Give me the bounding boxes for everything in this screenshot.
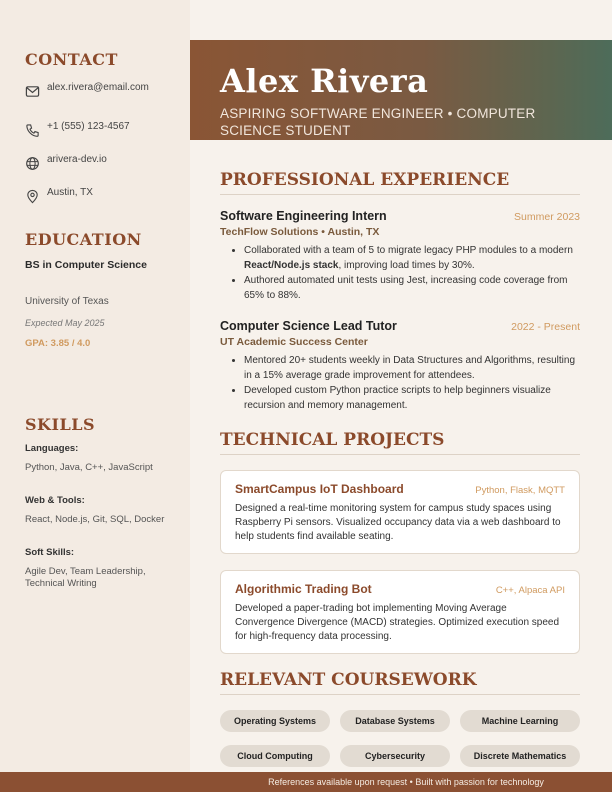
coursework-title: RELEVANT COURSEWORK	[220, 670, 580, 695]
course-chip: Discrete Mathematics	[460, 745, 580, 767]
phone-icon	[25, 123, 40, 138]
footer	[0, 772, 612, 792]
job-bullet: • Mentored 20+ students weekly in Data Structures and Algorithms, resulting in a 15% average grade improvement for attendees.	[244, 353, 580, 383]
job-date: 2022 - Present	[511, 321, 580, 333]
job-title: Computer Science Lead Tutor	[220, 319, 397, 333]
project-card	[220, 570, 580, 654]
skill-category-soft-skills: Soft Skills:	[25, 547, 75, 558]
project-description: Designed a real-time monitoring system for campus study spaces using Raspberry Pi sensors. Visualized occupancy data via a web dashboard to help students find available seating.	[235, 503, 561, 542]
website-text: arivera-dev.io	[47, 154, 107, 165]
course-chip: Operating Systems	[220, 710, 330, 732]
job-bullet: • Developed custom Python practice scripts to help beginners visualize recursion and memory management.	[244, 383, 580, 413]
candidate-tagline: ASPIRING SOFTWARE ENGINEER • COMPUTER SCIENCE STUDENT	[220, 106, 536, 138]
projects-title: TECHNICAL PROJECTS	[220, 430, 580, 455]
job-organization: UT Academic Success Center	[220, 336, 368, 348]
skills-title: SKILLS	[25, 415, 95, 434]
job-bullets	[220, 243, 580, 303]
project-tech: C++, Alpaca API	[495, 585, 565, 596]
globe-icon	[25, 156, 40, 171]
education-title: EDUCATION	[25, 230, 142, 249]
footer-text: References available upon request • Built with passion for technology	[268, 777, 544, 787]
location-pin-icon	[25, 189, 40, 204]
project-title: Algorithmic Trading Bot	[235, 582, 372, 596]
job-entry	[220, 319, 580, 413]
education-gpa: GPA: 3.85 / 4.0	[25, 338, 91, 349]
sidebar	[0, 0, 190, 772]
education-date: Expected May 2025	[25, 318, 105, 328]
mail-icon	[25, 84, 40, 99]
job-bullets	[220, 353, 580, 413]
project-card	[220, 470, 580, 554]
skill-values-web-tools: React, Node.js, Git, SQL, Docker	[25, 514, 165, 525]
project-title: SmartCampus IoT Dashboard	[235, 482, 404, 496]
job-date: Summer 2023	[514, 211, 580, 223]
email-text: alex.rivera@email.com	[47, 82, 149, 93]
contact-phone	[25, 121, 130, 138]
skill-category-languages: Languages:	[25, 443, 79, 454]
job-entry	[220, 209, 580, 303]
education-school: University of Texas	[25, 296, 109, 307]
project-tech: Python, Flask, MQTT	[475, 485, 565, 496]
course-chip: Cloud Computing	[220, 745, 330, 767]
course-chip: Database Systems	[340, 710, 450, 732]
skill-values-soft-skills: Agile Dev, Team Leadership, Technical Writing	[25, 566, 146, 589]
contact-location	[25, 187, 93, 204]
skill-category-web-tools: Web & Tools:	[25, 495, 85, 506]
experience-title: PROFESSIONAL EXPERIENCE	[220, 170, 580, 195]
project-description: Developed a paper-trading bot implementing Moving Average Convergence Divergence (MACD) strategies. Optimized execution speed for high-frequency data processing.	[235, 603, 560, 642]
contact-website	[25, 154, 107, 171]
candidate-name: Alex Rivera	[220, 62, 429, 100]
course-chip: Machine Learning	[460, 710, 580, 732]
job-title: Software Engineering Intern	[220, 209, 387, 223]
contact-title: CONTACT	[25, 50, 118, 69]
location-text: Austin, TX	[47, 187, 93, 198]
skill-values-languages: Python, Java, C++, JavaScript	[25, 462, 153, 473]
phone-text: +1 (555) 123-4567	[47, 121, 130, 132]
job-bullet: • Collaborated with a team of 5 to migrate legacy PHP modules to a modern React/Node.js stack, improving load times by 30%.	[244, 243, 580, 273]
contact-email	[25, 82, 149, 99]
course-chip: Cybersecurity	[340, 745, 450, 767]
header-banner	[190, 40, 612, 140]
job-organization: TechFlow Solutions • Austin, TX	[220, 226, 380, 238]
education-degree: BS in Computer Science	[25, 259, 147, 271]
job-bullet: • Authored automated unit tests using Jest, increasing code coverage from 65% to 88%.	[244, 273, 580, 303]
